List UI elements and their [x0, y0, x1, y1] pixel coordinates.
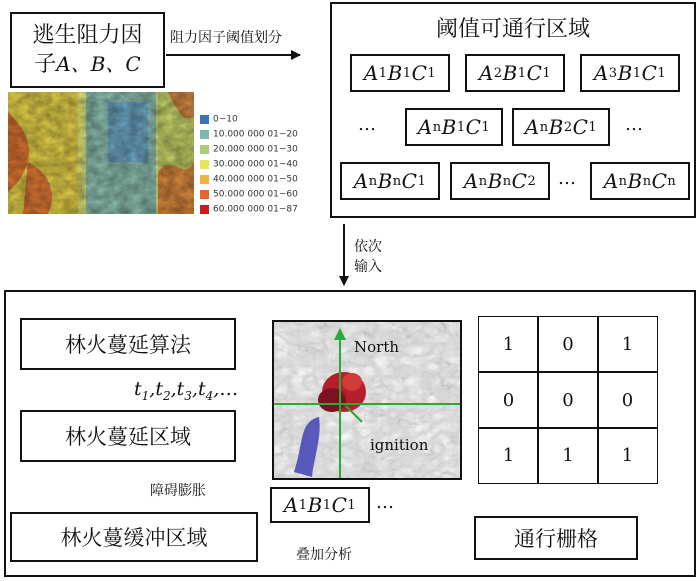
legend-item: 30.000 000 01~40 — [200, 155, 298, 166]
legend-swatch — [200, 175, 209, 184]
legend-item: 0~10 — [200, 110, 238, 121]
grid-cell: 1 — [597, 316, 658, 373]
combo-anbnc1: A n B n C 1 — [340, 162, 440, 200]
grid-cell: 0 — [597, 371, 658, 429]
legend-item: 10.000 000 01~20 — [200, 125, 298, 136]
combo-a2b1c1: A 2 B 1 C 1 — [465, 54, 565, 92]
factors-line2 — [34, 50, 140, 79]
combo-anb2c1: A n B 2 C 1 — [512, 108, 610, 146]
input-sequence-label-2: 输入 — [354, 259, 382, 275]
buffer-ellipsis: … — [376, 492, 394, 513]
fire-spread-map — [272, 320, 462, 480]
grid-cell: 0 — [537, 371, 599, 429]
legend-swatch — [200, 130, 209, 139]
ellipsis-row3: … — [558, 168, 576, 189]
threshold-division-label: 阻力因子阈值划分 — [170, 30, 282, 46]
time-steps-label — [134, 378, 238, 403]
legend-swatch — [200, 160, 209, 169]
grid-cell: 1 — [597, 427, 658, 484]
legend-swatch — [200, 115, 209, 124]
legend-item: 20.000 000 01~30 — [200, 140, 298, 151]
legend-swatch — [200, 145, 209, 154]
grid-cell: 0 — [478, 371, 539, 429]
spread-algorithm-box: 林火蔓延算法 — [20, 318, 236, 370]
resistance-raster-map — [8, 92, 194, 214]
ignition-label: ignition — [370, 436, 429, 454]
combo-a1b1c1: A 1 B 1 C 1 — [350, 54, 450, 92]
passable-raster-box: 通行栅格 — [474, 516, 638, 560]
factors-prefix: 子 — [34, 51, 57, 77]
legend-item: 50.000 000 01~60 — [200, 185, 298, 196]
legend-swatch — [200, 205, 209, 214]
buffer-region-box: 林火蔓缓冲区域 — [10, 512, 258, 562]
resistance-factors-box — [10, 12, 165, 88]
legend-item: 60.000 000 01~87 — [200, 200, 298, 211]
grid-cell: 1 — [478, 427, 539, 484]
obstacle-expansion-label: 障碍膨胀 — [150, 483, 206, 499]
combo-anbncn: A n B n C n — [590, 162, 690, 200]
ellipsis-row2-right: … — [625, 114, 643, 135]
grid-cell: 1 — [478, 316, 539, 373]
legend-item: 40.000 000 01~50 — [200, 170, 298, 181]
ellipsis-row2-left: … — [358, 114, 376, 135]
grid-cell: 0 — [537, 316, 599, 373]
north-label: North — [354, 338, 400, 356]
spread-region-box: 林火蔓延区域 — [20, 410, 236, 462]
grid-cell: 1 — [537, 427, 599, 484]
combo-anbnc2: A n B n C 2 — [450, 162, 550, 200]
overlay-analysis-label: 叠加分析 — [296, 547, 352, 563]
time-steps: $t_1,t_2,t_3,t_4,\dots$ — [134, 378, 239, 403]
passable-zone-title: 阈值可通行区域 — [435, 17, 590, 42]
factors-title: 逃生阻力因 — [32, 22, 143, 48]
passability-grid — [478, 316, 658, 484]
combo-anb1c1: A n B 1 C 1 — [405, 108, 503, 146]
threshold-passable-zone-box — [330, 2, 696, 218]
legend-swatch — [200, 190, 209, 199]
input-sequence-label-1: 依次 — [354, 239, 382, 255]
combo-a3b1c1: A 3 B 1 C 1 — [580, 54, 680, 92]
buffer-combo-box: A 1 B 1 C 1 — [270, 487, 370, 523]
factors-list: A、B、C — [56, 51, 141, 76]
